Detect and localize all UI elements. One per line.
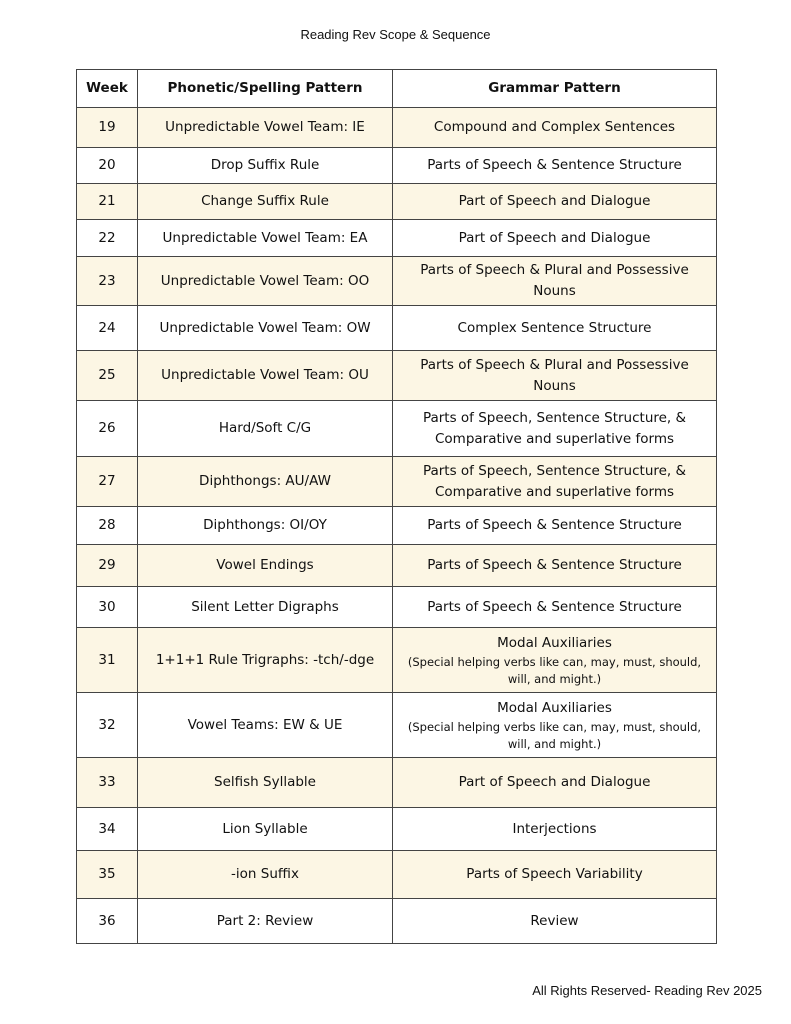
- phonetic-cell: Unpredictable Vowel Team: EA: [138, 220, 393, 257]
- phonetic-cell: 1+1+1 Rule Trigraphs: -tch/-dge: [138, 628, 393, 693]
- week-cell: 22: [77, 220, 138, 257]
- grammar-cell: [393, 693, 717, 758]
- table-row: [77, 693, 717, 758]
- phonetic-cell: Unpredictable Vowel Team: OO: [138, 257, 393, 306]
- week-cell: 32: [77, 693, 138, 758]
- table-header-row: [77, 70, 717, 108]
- table-row: [77, 148, 717, 184]
- grammar-main: Modal Auxiliaries: [497, 634, 612, 651]
- grammar-main: Modal Auxiliaries: [497, 699, 612, 716]
- header-phonetic: Phonetic/Spelling Pattern: [138, 70, 393, 108]
- grammar-cell: Part of Speech and Dialogue: [393, 758, 717, 808]
- phonetic-cell: -ion Suffix: [138, 851, 393, 899]
- grammar-cell: Part of Speech and Dialogue: [393, 220, 717, 257]
- grammar-cell: Parts of Speech & Sentence Structure: [393, 507, 717, 545]
- scope-sequence-table: [76, 69, 717, 944]
- week-cell: 36: [77, 899, 138, 944]
- phonetic-cell: Diphthongs: AU/AW: [138, 457, 393, 507]
- week-cell: 35: [77, 851, 138, 899]
- phonetic-cell: Hard/Soft C/G: [138, 401, 393, 457]
- phonetic-cell: Selfish Syllable: [138, 758, 393, 808]
- phonetic-cell: Change Suffix Rule: [138, 184, 393, 220]
- week-cell: 27: [77, 457, 138, 507]
- week-cell: 33: [77, 758, 138, 808]
- grammar-note: (Special helping verbs like can, may, must, should, will, and might.): [407, 654, 702, 686]
- table-row: [77, 899, 717, 944]
- grammar-note: (Special helping verbs like can, may, must, should, will, and might.): [407, 719, 702, 751]
- phonetic-cell: Silent Letter Digraphs: [138, 587, 393, 628]
- table-row: [77, 545, 717, 587]
- phonetic-cell: Unpredictable Vowel Team: OW: [138, 306, 393, 351]
- week-cell: 29: [77, 545, 138, 587]
- grammar-cell: Parts of Speech & Plural and Possessive Nouns: [393, 351, 717, 401]
- phonetic-cell: Drop Suffix Rule: [138, 148, 393, 184]
- table-row: [77, 587, 717, 628]
- table-row: [77, 808, 717, 851]
- table-row: [77, 306, 717, 351]
- table-row: [77, 220, 717, 257]
- table-row: [77, 628, 717, 693]
- phonetic-cell: Unpredictable Vowel Team: IE: [138, 108, 393, 148]
- phonetic-cell: Part 2: Review: [138, 899, 393, 944]
- week-cell: 24: [77, 306, 138, 351]
- week-cell: 21: [77, 184, 138, 220]
- grammar-cell: Interjections: [393, 808, 717, 851]
- grammar-cell: Parts of Speech Variability: [393, 851, 717, 899]
- week-cell: 23: [77, 257, 138, 306]
- grammar-cell: Part of Speech and Dialogue: [393, 184, 717, 220]
- week-cell: 30: [77, 587, 138, 628]
- grammar-cell: [393, 628, 717, 693]
- table-row: [77, 758, 717, 808]
- week-cell: 20: [77, 148, 138, 184]
- table-row: [77, 507, 717, 545]
- table-row: [77, 351, 717, 401]
- grammar-cell: Parts of Speech, Sentence Structure, & Comparative and superlative forms: [393, 401, 717, 457]
- grammar-cell: Compound and Complex Sentences: [393, 108, 717, 148]
- phonetic-cell: Vowel Teams: EW & UE: [138, 693, 393, 758]
- header-week: Week: [77, 70, 138, 108]
- page-title: Reading Rev Scope & Sequence: [300, 27, 491, 42]
- week-cell: 34: [77, 808, 138, 851]
- copyright-footer: All Rights Reserved- Reading Rev 2025: [532, 983, 762, 998]
- grammar-cell: Parts of Speech, Sentence Structure, & Comparative and superlative forms: [393, 457, 717, 507]
- table-row: [77, 401, 717, 457]
- grammar-cell: Complex Sentence Structure: [393, 306, 717, 351]
- phonetic-cell: Vowel Endings: [138, 545, 393, 587]
- grammar-cell: Parts of Speech & Plural and Possessive Nouns: [393, 257, 717, 306]
- grammar-cell: Review: [393, 899, 717, 944]
- table-row: [77, 108, 717, 148]
- phonetic-cell: Lion Syllable: [138, 808, 393, 851]
- phonetic-cell: Unpredictable Vowel Team: OU: [138, 351, 393, 401]
- table-row: [77, 457, 717, 507]
- week-cell: 28: [77, 507, 138, 545]
- table-row: [77, 184, 717, 220]
- phonetic-cell: Diphthongs: OI/OY: [138, 507, 393, 545]
- table-row: [77, 851, 717, 899]
- grammar-cell: Parts of Speech & Sentence Structure: [393, 587, 717, 628]
- week-cell: 25: [77, 351, 138, 401]
- week-cell: 26: [77, 401, 138, 457]
- grammar-cell: Parts of Speech & Sentence Structure: [393, 545, 717, 587]
- week-cell: 31: [77, 628, 138, 693]
- grammar-cell: Parts of Speech & Sentence Structure: [393, 148, 717, 184]
- table-row: [77, 257, 717, 306]
- week-cell: 19: [77, 108, 138, 148]
- header-grammar: Grammar Pattern: [393, 70, 717, 108]
